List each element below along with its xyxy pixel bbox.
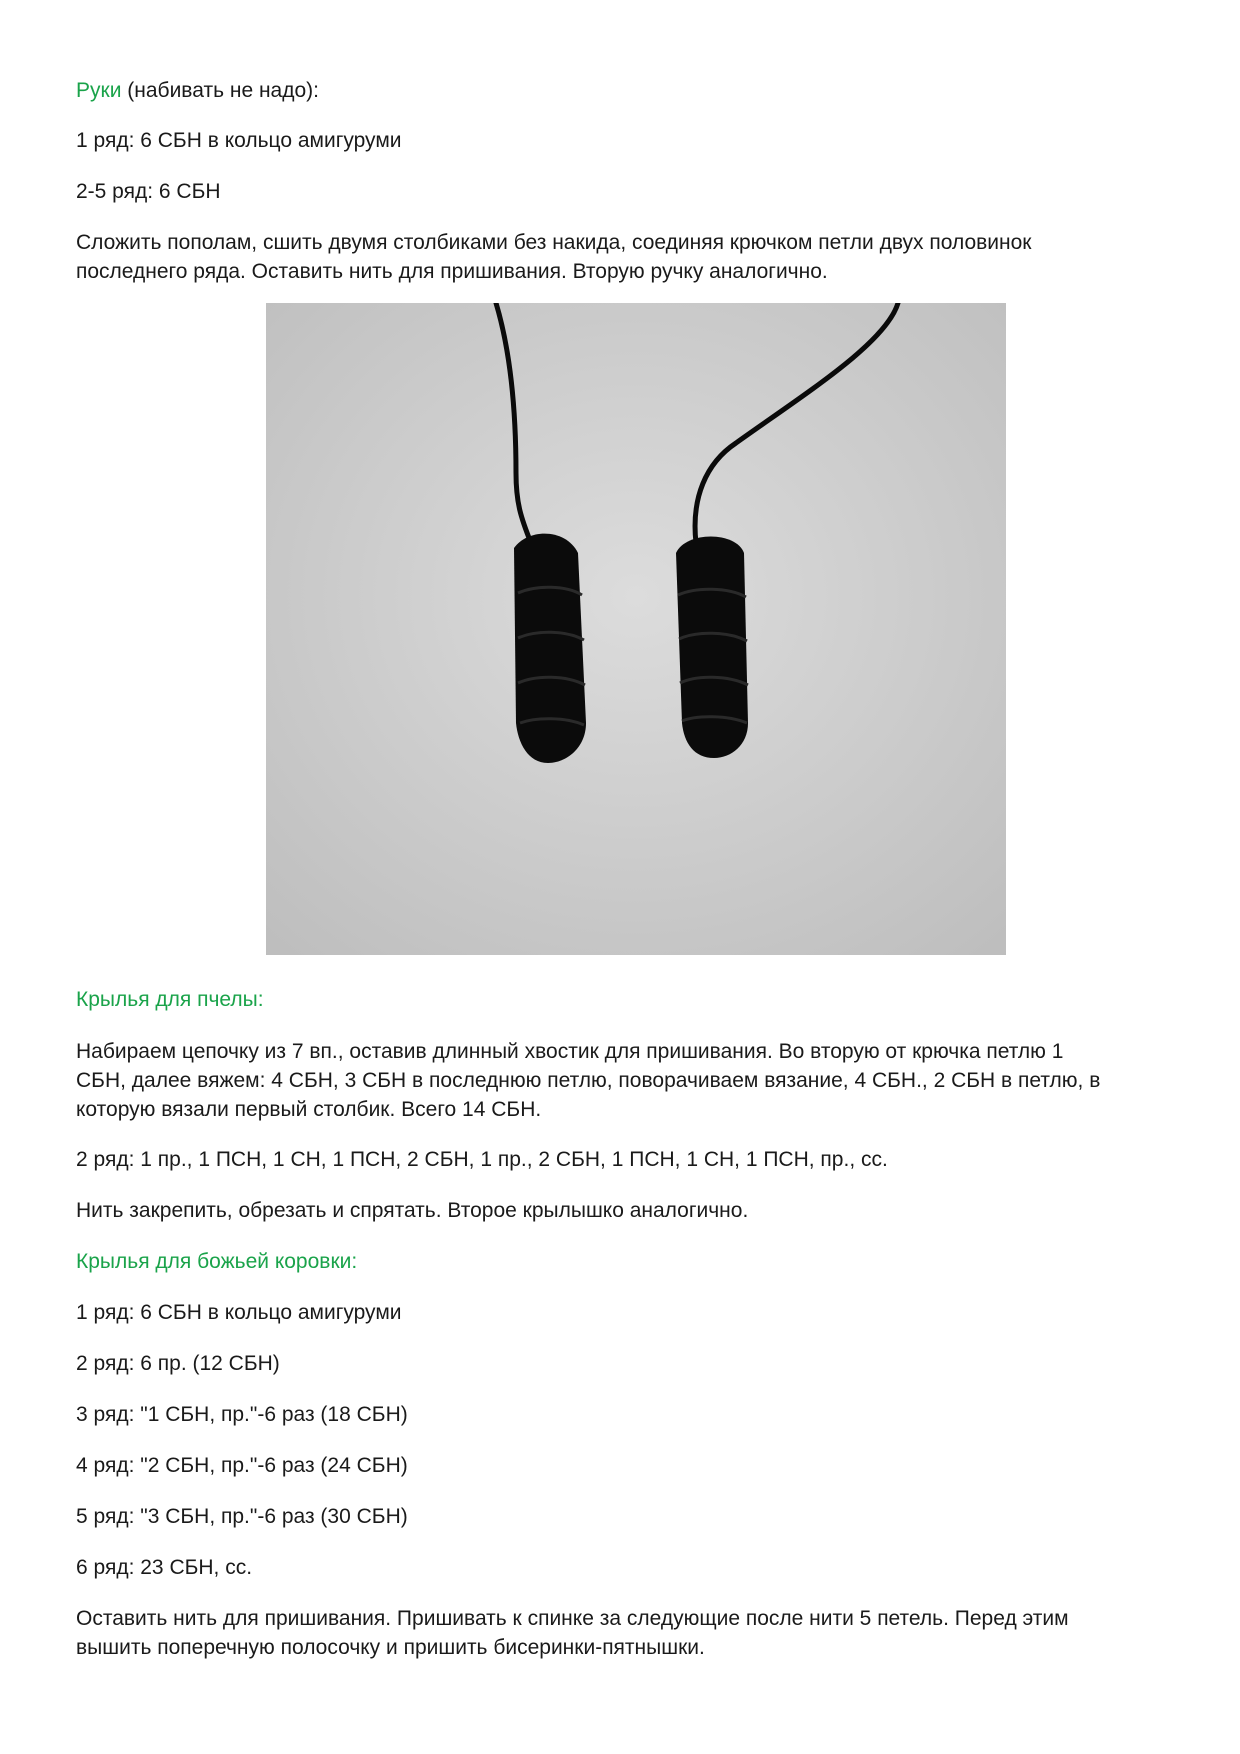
arms-note: (набивать не надо): — [127, 79, 319, 102]
bee-wings-row-2: 2 ряд: 1 пр., 1 ПСН, 1 СН, 1 ПСН, 2 СБН, 1 пр., 2 СБН, 1 ПСН, 1 СН, 1 ПСН, пр., сс. — [76, 1148, 888, 1171]
ladybug-wings-instruction-line-2: вышить поперечную полосочку и пришить бисеринки-пятнышки. — [76, 1636, 705, 1659]
bee-wings-instruction-line-2: СБН, далее вяжем: 4 СБН, 3 СБН в последнюю петлю, поворачиваем вязание, 4 СБН., 2 СБН в петлю, в — [76, 1069, 1101, 1092]
arms-photo — [266, 303, 1006, 955]
ladybug-wings-row-1: 1 ряд: 6 СБН в кольцо амигуруми — [76, 1301, 402, 1324]
right-arm-piece — [676, 537, 748, 759]
ladybug-wings-instruction-line-1: Оставить нить для пришивания. Пришивать к спинке за следующие после нити 5 петель. Перед этим — [76, 1607, 1069, 1630]
ladybug-wings-row-4: 4 ряд: "2 СБН, пр."-6 раз (24 СБН) — [76, 1454, 408, 1477]
arms-row-2-5: 2-5 ряд: 6 СБН — [76, 180, 221, 203]
ladybug-wings-row-6: 6 ряд: 23 СБН, сс. — [76, 1556, 253, 1579]
ladybug-wings-row-2: 2 ряд: 6 пр. (12 СБН) — [76, 1352, 280, 1375]
ladybug-wings-row-5: 5 ряд: "3 СБН, пр."-6 раз (30 СБН) — [76, 1505, 408, 1528]
bee-wings-instruction-line-1: Набираем цепочку из 7 вп., оставив длинный хвостик для пришивания. Во вторую от крючка петлю 1 — [76, 1040, 1064, 1063]
bee-wings-title: Крылья для пчелы: — [76, 988, 264, 1011]
bee-wings-instruction-line-3: которую вязали первый столбик. Всего 14 СБН. — [76, 1098, 542, 1121]
arms-row-1: 1 ряд: 6 СБН в кольцо амигуруми — [76, 129, 402, 152]
ladybug-wings-row-3: 3 ряд: "1 СБН, пр."-6 раз (18 СБН) — [76, 1403, 408, 1426]
arms-heading-line — [76, 76, 1176, 106]
bee-wings-finish: Нить закрепить, обрезать и спрятать. Второе крылышко аналогично. — [76, 1199, 749, 1222]
arms-title: Руки — [76, 79, 122, 102]
arms-instruction-line-1: Сложить пополам, сшить двумя столбиками без накида, соединяя крючком петли двух половинок — [76, 231, 1032, 254]
ladybug-wings-title: Крылья для божьей коровки: — [76, 1250, 358, 1273]
arms-instruction-line-2: последнего ряда. Оставить нить для пришивания. Вторую ручку аналогично. — [76, 260, 828, 283]
left-arm-piece — [514, 534, 586, 763]
